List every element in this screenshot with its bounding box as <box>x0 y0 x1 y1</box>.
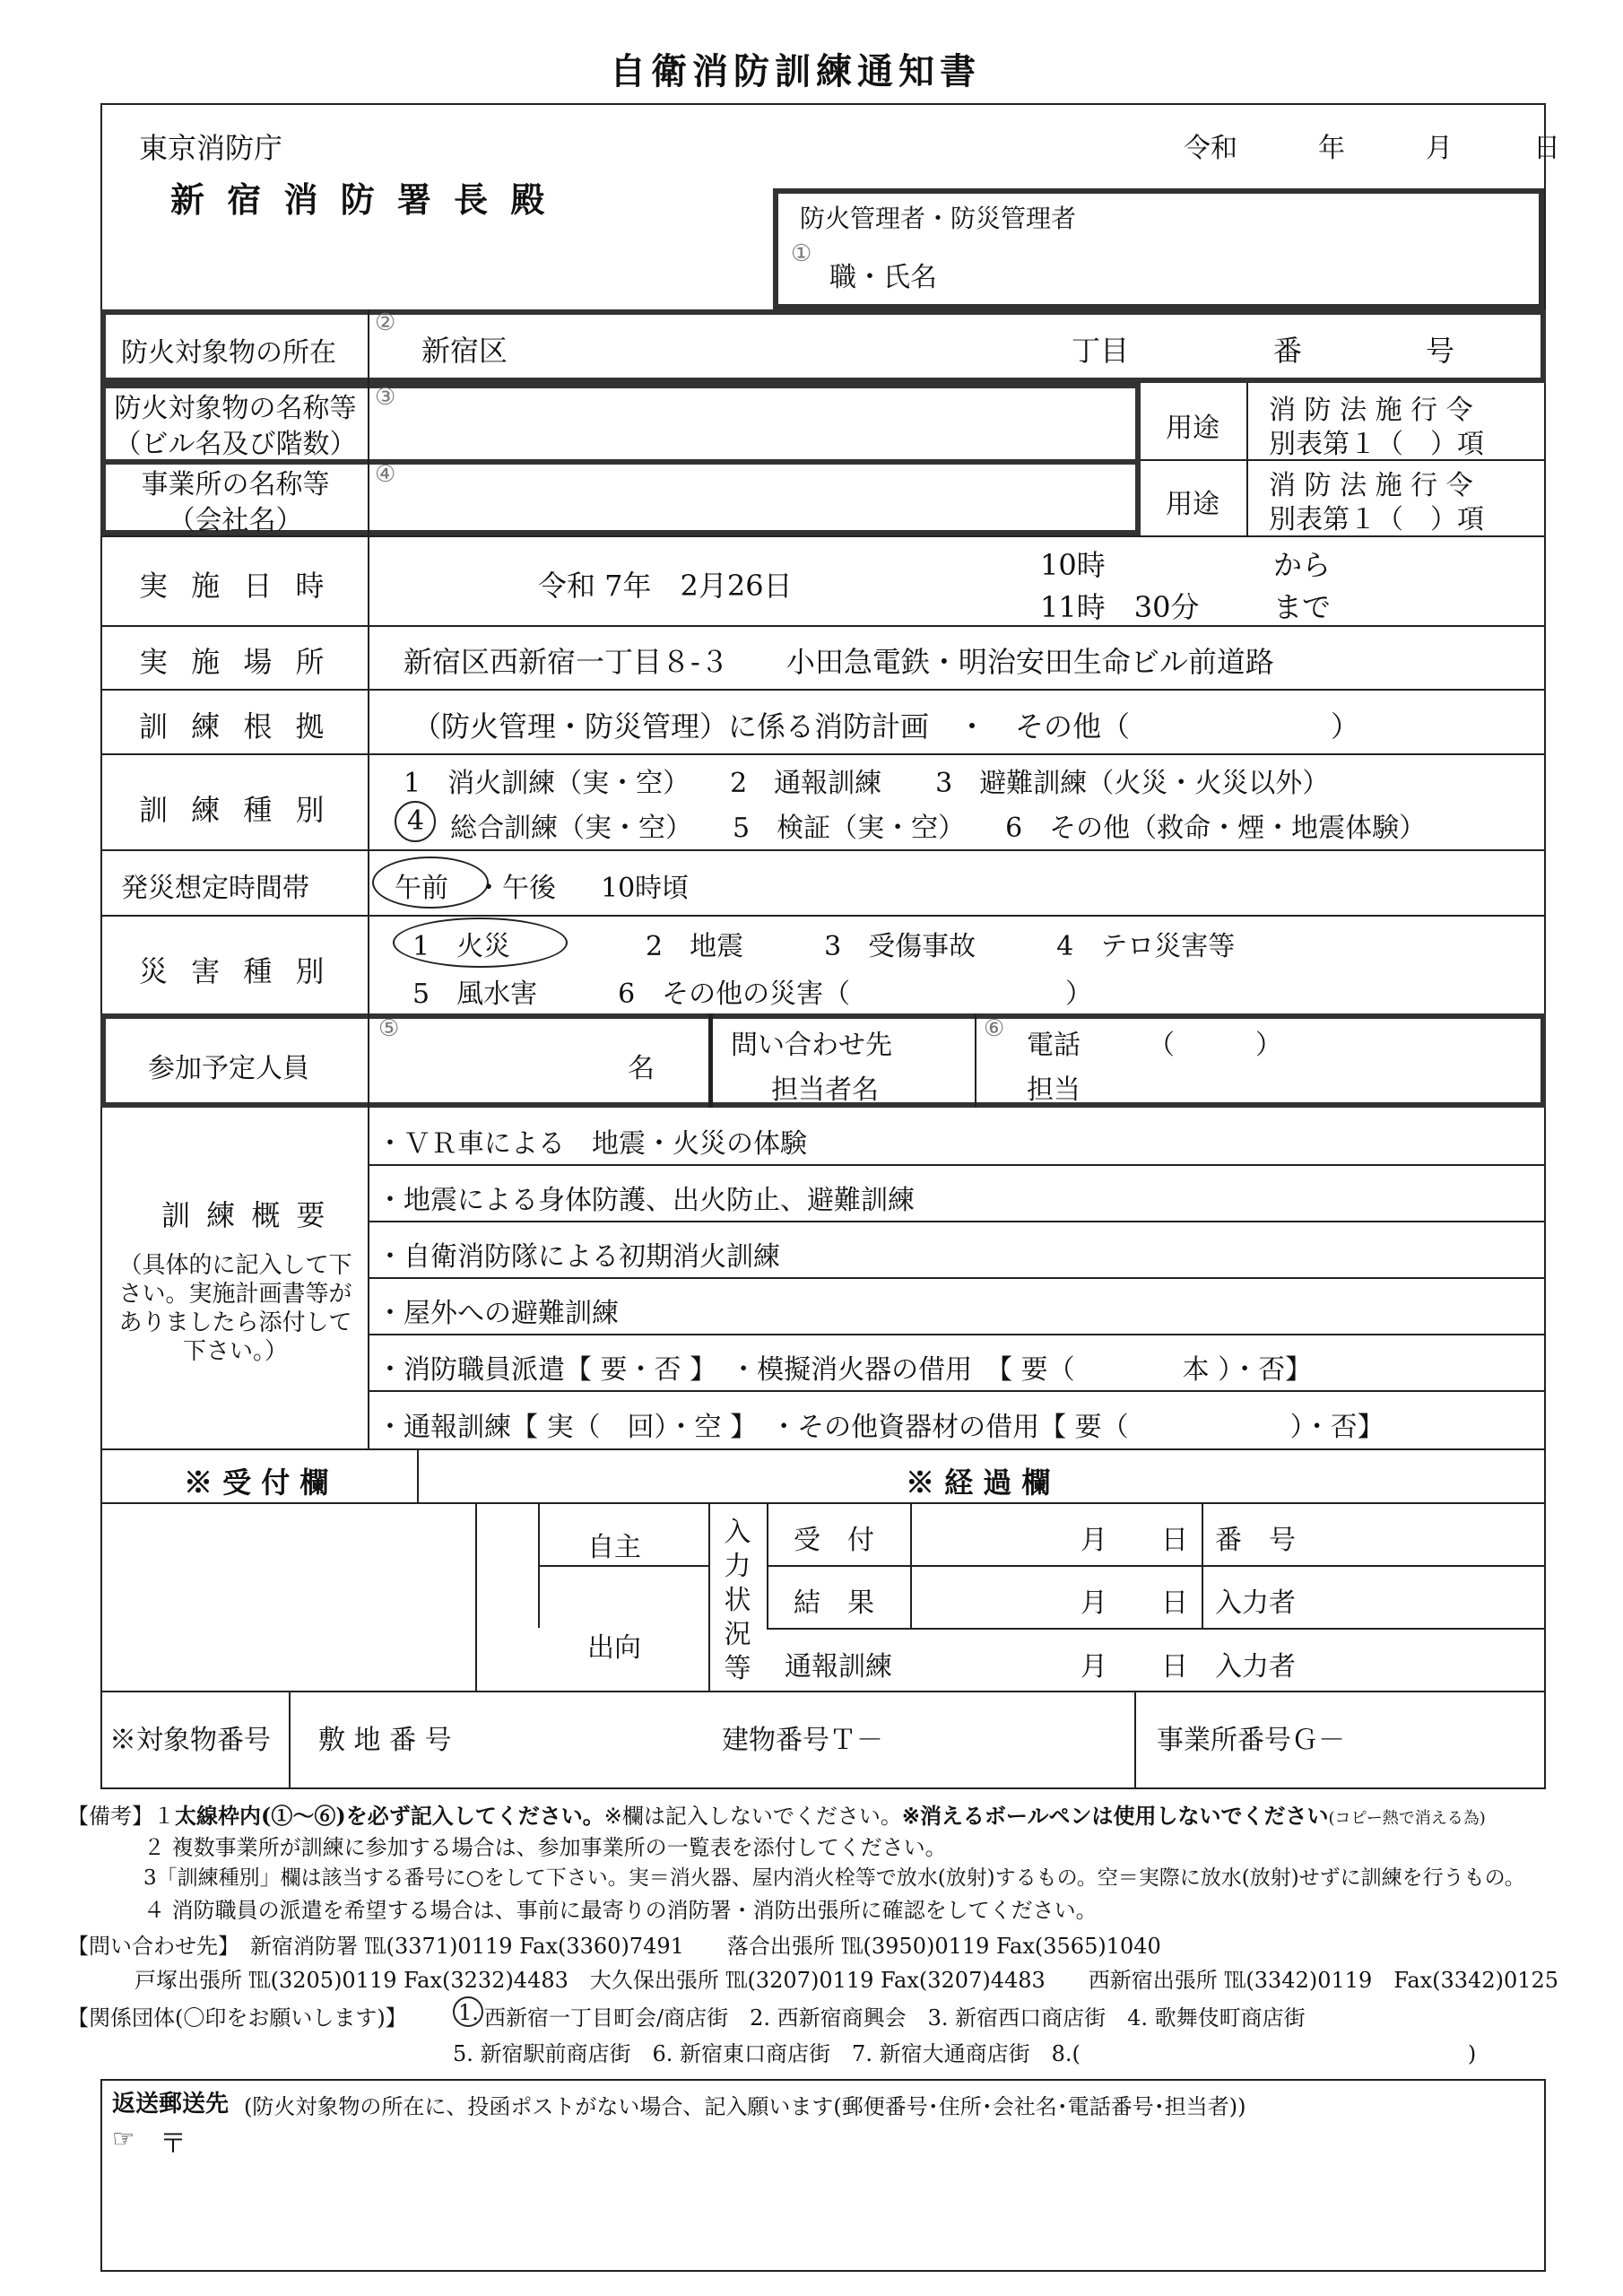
place-label: 実 施 場 所 <box>139 645 332 679</box>
progress-header: ※ 経 過 欄 <box>906 1465 1051 1500</box>
circle-num-3: ③ <box>375 384 396 411</box>
timezone-am[interactable]: 午前 <box>395 873 448 904</box>
contact-label: 問い合わせ先 <box>731 1030 892 1061</box>
overview-item[interactable]: ・地震による身体防護、出火防止、避難訓練 <box>377 1185 915 1216</box>
overview-item[interactable]: ・ＶＲ車による 地震・火災の体験 <box>377 1128 807 1160</box>
contacts-line-1: 【問い合わせ先】 新宿消防署 ℡(3371)0119 Fax(3360)7491 落合出張所 ℡(3950)0119 Fax(3565)1040 <box>67 1934 1161 1959</box>
manager-name-label: 職・氏名 <box>829 262 937 293</box>
building-label-2: （ビル名及び階数） <box>114 429 357 460</box>
type-label: 訓 練 種 別 <box>139 793 332 827</box>
circle-num-4: ④ <box>375 461 396 488</box>
basis-value[interactable]: （防火管理・防災管理）に係る消防計画 ・ その他（ ） <box>412 709 1360 744</box>
note-4: ４ 消防職員の派遣を希望する場合は、事前に最寄りの消防署・消防出張所に確認をしてください。 <box>143 1898 1098 1923</box>
type-row-1[interactable]: 1 消火訓練（実・空） 2 通報訓練 3 避難訓練（火災・火災以外） <box>404 768 1330 799</box>
row-date[interactable]: 月 日 <box>1081 1525 1188 1556</box>
office-law-1: 消 防 法 施 行 令 <box>1269 470 1473 501</box>
overview-item[interactable]: ・通報訓練【 実（ 回）・空 】 ・その他資器材の借用【 要（ ）・否】 <box>377 1412 1384 1443</box>
recipient: 新 宿 消 防 署 長 殿 <box>170 179 551 220</box>
timezone-time[interactable]: 10時頃 <box>601 873 690 904</box>
datetime-end[interactable]: 11時 30分 <box>1040 590 1200 624</box>
building-law-1: 消 防 法 施 行 令 <box>1269 395 1473 426</box>
circle-num-2: ② <box>375 309 396 336</box>
location-ward[interactable]: 新宿区 <box>421 334 508 368</box>
row-right: 入力者 <box>1215 1651 1296 1683</box>
disaster-row-1[interactable]: 2 地震 3 受傷事故 4 テロ災害等 <box>646 931 1236 962</box>
note-3: 3「訓練種別」欄は該当する番号に○をして下さい。実＝消火器、屋内消火栓等で放水(放射)するもの。空＝実際に放水(放射)せずに訓練を行うもの。 <box>143 1866 1525 1890</box>
office-law-2[interactable]: 別表第１（ ）項 <box>1269 504 1484 535</box>
building-law-2[interactable]: 別表第１（ ）項 <box>1269 429 1484 460</box>
circle-num-6: ⑥ <box>984 1015 1005 1042</box>
business-number-label: 事業所番号Ｇ－ <box>1157 1725 1345 1756</box>
place-value[interactable]: 新宿区西新宿一丁目８-３ 小田急電鉄・明治安田生命ビル前道路 <box>404 645 1274 679</box>
agency-name: 東京消防庁 <box>139 131 283 165</box>
row-date[interactable]: 月 日 <box>1081 1587 1188 1619</box>
disaster-label: 災 害 種 別 <box>139 954 332 988</box>
disaster-row-2[interactable]: 5 風水害 6 その他の災害（ ） <box>412 978 1093 1010</box>
pointing-hand-icon: ☞ <box>112 2124 135 2153</box>
note-2: ２ 複数事業所が訓練に参加する場合は、参加事業所の一覧表を添付してください。 <box>143 1835 947 1860</box>
office-usage-label: 用途 <box>1166 489 1219 520</box>
basis-label: 訓 練 根 拠 <box>139 709 332 744</box>
document-title: 自衛消防訓練通知書 <box>610 50 981 92</box>
timezone-pm[interactable]: ・午後 <box>475 873 556 904</box>
circle-num-1: ① <box>791 240 812 267</box>
datetime-date[interactable]: 令和 7年 2月26日 <box>538 569 793 603</box>
postal-mark: 〒 <box>160 2128 187 2160</box>
overview-label: 訓 練 概 要 <box>161 1198 329 1232</box>
building-number-label: 建物番号Ｔ－ <box>722 1725 883 1756</box>
location-chome: 丁目 <box>1072 334 1130 368</box>
object-number-label: ※対象物番号 <box>109 1725 271 1756</box>
datetime-start[interactable]: 10時 <box>1040 548 1106 582</box>
location-go: 号 <box>1426 334 1455 368</box>
groups-line-1[interactable]: 西新宿一丁目町会/商店街 2. 西新宿商興会 3. 新宿西口商店街 4. 歌舞伎町商店街 <box>484 2005 1306 2031</box>
input-status-vertical: 入 力 状 況 等 <box>724 1517 751 1684</box>
group-selected[interactable]: 1. <box>458 2000 479 2025</box>
disaster-row-1-selected[interactable]: 1 火災 <box>412 931 511 962</box>
overview-item[interactable]: ・消防職員派遣【 要・否 】 ・模擬消火器の借用 【 要（ 本 ）・否】 <box>377 1354 1313 1386</box>
manager-title: 防火管理者・防災管理者 <box>800 204 1077 233</box>
datetime-label: 実 施 日 時 <box>139 569 332 603</box>
office-label-1: 事業所の名称等 <box>141 469 330 500</box>
date-field[interactable]: 令和 年 月 日 <box>1184 133 1560 164</box>
groups-label: 【関係団体(〇印をお願いします)】 <box>67 2005 407 2031</box>
row-label: 通報訓練 <box>785 1651 892 1683</box>
contact-person-label: 担当者名 <box>771 1074 879 1106</box>
shukko-label: 出向 <box>587 1632 641 1664</box>
row-right: 入力者 <box>1215 1587 1296 1619</box>
type-row-2[interactable]: 総合訓練（実・空） 5 検証（実・空） 6 その他（救命・煙・地震体験） <box>450 813 1427 844</box>
row-right: 番 号 <box>1215 1525 1296 1556</box>
datetime-to: まで <box>1273 590 1332 624</box>
circle-num-5: ⑤ <box>378 1015 400 1042</box>
return-note: (防火対象物の所在に、投函ポストがない場合、記入願います(郵便番号･住所･会社名･電話番号･担当者)) <box>244 2094 1246 2119</box>
office-label-2: （会社名） <box>168 505 303 536</box>
groups-line-2[interactable]: 5. 新宿駅前商店街 6. 新宿東口商店街 7. 新宿大通商店街 8.( ) <box>453 2041 1477 2066</box>
return-label: 返送郵送先 <box>112 2091 230 2118</box>
row-date[interactable]: 月 日 <box>1081 1651 1188 1683</box>
contact-phone[interactable]: 電話 （ ） <box>1027 1030 1282 1061</box>
row-label: 結 果 <box>794 1587 874 1619</box>
building-usage-label: 用途 <box>1166 413 1219 444</box>
overview-note: （具体的に記入して下さい。実施計画書等がありましたら添付して下さい。） <box>118 1252 352 1365</box>
participants-unit: 名 <box>628 1053 655 1084</box>
contact-tanto[interactable]: 担当 <box>1027 1074 1081 1106</box>
contacts-line-2: 戸塚出張所 ℡(3205)0119 Fax(3232)4483 大久保出張所 ℡(3207)0119 Fax(3207)4483 西新宿出張所 ℡(3342)0119 Fax(3342)0125 <box>135 1968 1559 1993</box>
participants-label: 参加予定人員 <box>148 1053 309 1084</box>
overview-item[interactable]: ・自衛消防隊による初期消火訓練 <box>377 1241 780 1273</box>
note-1: 【備考】１太線枠内(①～⑥)を必ず記入してください。※欄は記入しないでください。※消えるボールペンは使用しないでください(コピー熱で消える為) <box>67 1803 1486 1829</box>
jishu-label: 自主 <box>587 1532 641 1563</box>
type-row-2-num[interactable]: 4 <box>407 805 425 837</box>
reception-header: ※ 受 付 欄 <box>184 1465 329 1500</box>
building-label-1: 防火対象物の名称等 <box>114 393 357 424</box>
datetime-from: から <box>1273 548 1332 582</box>
row-label: 受 付 <box>794 1525 874 1556</box>
timezone-label: 発災想定時間帯 <box>121 873 309 904</box>
site-number-label: 敷 地 番 号 <box>318 1725 452 1756</box>
location-ban: 番 <box>1273 334 1303 368</box>
location-label: 防火対象物の所在 <box>121 337 336 369</box>
overview-item[interactable]: ・屋外への避難訓練 <box>377 1298 619 1329</box>
